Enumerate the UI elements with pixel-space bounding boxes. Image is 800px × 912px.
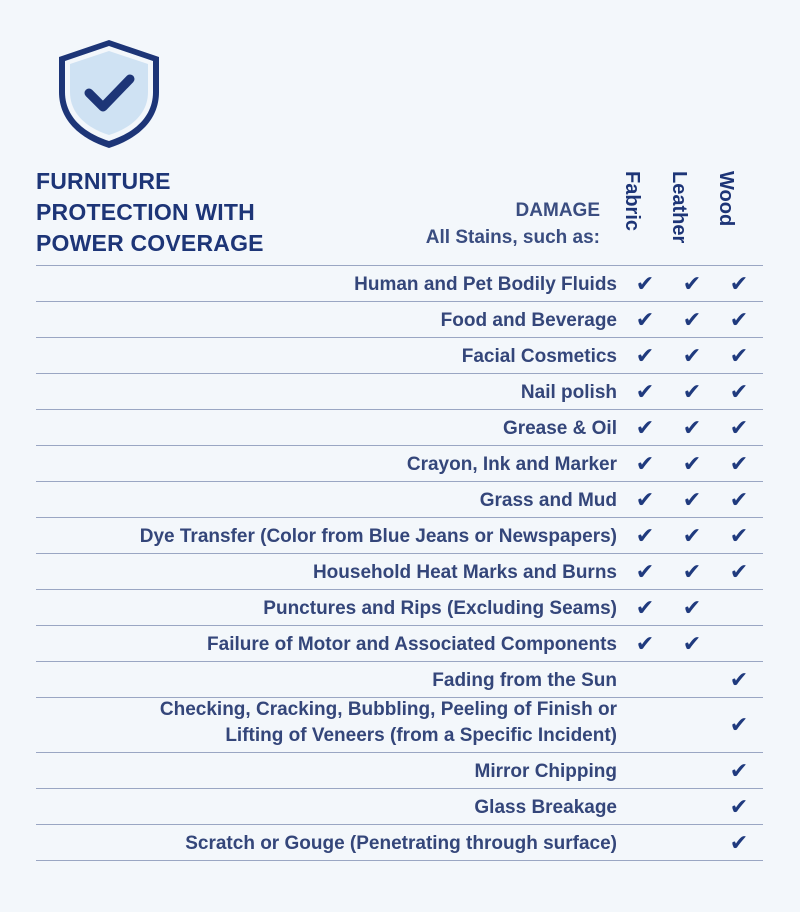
checkmark-icon: ✔ <box>682 306 702 332</box>
table-row <box>36 625 763 661</box>
damage-type-label <box>407 452 617 478</box>
damage-type-text: Failure of Motor and Associated Components <box>207 634 617 655</box>
column-header-fabric <box>612 171 652 256</box>
title-line: PROTECTION WITH <box>36 199 255 225</box>
damage-type-label <box>313 560 617 586</box>
table-row <box>36 445 763 481</box>
damage-type-text: Checking, Cracking, Bubbling, Peeling of Finish or <box>159 699 617 720</box>
checkmark-icon: ✔ <box>635 306 655 332</box>
table-row <box>36 517 763 553</box>
damage-type-text: Lifting of Veneers (from a Specific Incident) <box>225 725 617 746</box>
damage-type-label <box>354 272 617 298</box>
table-row <box>36 788 763 824</box>
damage-type-label <box>140 524 617 550</box>
checkmark-icon: ✔ <box>635 522 655 548</box>
damage-type-text: Food and Beverage <box>440 310 617 331</box>
table-row <box>36 553 763 589</box>
damage-sublabel: All Stains, such as: <box>425 227 600 248</box>
checkmark-icon: ✔ <box>729 342 749 368</box>
coverage-table <box>36 265 763 861</box>
damage-type-text: Household Heat Marks and Burns <box>312 562 617 583</box>
checkmark-icon: ✔ <box>729 757 749 783</box>
checkmark-icon: ✔ <box>729 558 749 584</box>
damage-type-label <box>263 596 617 622</box>
damage-type-text: Crayon, Ink and Marker <box>406 454 617 475</box>
column-header-leather <box>659 171 699 256</box>
damage-type-text: Dye Transfer (Color from Blue Jeans or Newspapers) <box>139 526 617 547</box>
damage-type-label <box>462 344 617 370</box>
checkmark-icon: ✔ <box>635 342 655 368</box>
checkmark-icon: ✔ <box>729 712 749 737</box>
table-row <box>36 301 763 337</box>
table-row <box>36 409 763 445</box>
damage-type-label <box>474 795 617 821</box>
checkmark-icon: ✔ <box>635 270 655 296</box>
checkmark-icon: ✔ <box>635 486 655 512</box>
checkmark-icon: ✔ <box>729 270 749 296</box>
checkmark-icon: ✔ <box>635 558 655 584</box>
checkmark-icon: ✔ <box>682 522 702 548</box>
checkmark-icon: ✔ <box>682 594 702 620</box>
damage-type-text: Fading from the Sun <box>432 670 617 691</box>
damage-type-label <box>160 697 617 749</box>
checkmark-icon: ✔ <box>729 306 749 332</box>
checkmark-icon: ✔ <box>729 666 749 692</box>
checkmark-icon: ✔ <box>729 378 749 404</box>
title-line: FURNITURE <box>36 168 171 194</box>
checkmark-icon: ✔ <box>729 414 749 440</box>
checkmark-icon: ✔ <box>729 450 749 476</box>
checkmark-icon: ✔ <box>635 450 655 476</box>
column-header-label: Wood <box>715 171 737 227</box>
checkmark-icon: ✔ <box>729 829 749 855</box>
checkmark-icon: ✔ <box>682 558 702 584</box>
damage-type-label <box>480 488 617 514</box>
checkmark-icon: ✔ <box>682 630 702 656</box>
checkmark-icon: ✔ <box>635 630 655 656</box>
checkmark-icon: ✔ <box>729 486 749 512</box>
table-row <box>36 824 763 861</box>
checkmark-icon: ✔ <box>682 342 702 368</box>
table-row <box>36 697 763 752</box>
checkmark-icon: ✔ <box>682 486 702 512</box>
table-row <box>36 337 763 373</box>
checkmark-icon: ✔ <box>682 450 702 476</box>
table-row <box>36 373 763 409</box>
shield-check-icon <box>55 37 163 151</box>
checkmark-icon: ✔ <box>682 378 702 404</box>
damage-label: DAMAGE <box>515 200 600 221</box>
checkmark-icon: ✔ <box>635 414 655 440</box>
damage-type-label <box>441 308 617 334</box>
damage-type-text: Grass and Mud <box>479 490 617 511</box>
checkmark-icon: ✔ <box>682 414 702 440</box>
table-row <box>36 265 763 301</box>
checkmark-icon: ✔ <box>729 522 749 548</box>
column-header-label: Leather <box>668 171 690 244</box>
damage-type-label <box>432 668 617 694</box>
damage-header <box>426 197 600 251</box>
damage-type-text: Mirror Chipping <box>474 761 617 782</box>
table-row <box>36 752 763 788</box>
checkmark-icon: ✔ <box>729 793 749 819</box>
table-row <box>36 589 763 625</box>
damage-type-text: Glass Breakage <box>474 797 617 818</box>
page-title <box>36 166 264 259</box>
title-line: POWER COVERAGE <box>36 230 264 256</box>
damage-type-label <box>475 759 617 785</box>
checkmark-icon: ✔ <box>635 378 655 404</box>
damage-type-text: Nail polish <box>520 382 617 403</box>
column-header-wood <box>706 171 746 256</box>
damage-type-label <box>207 632 617 658</box>
damage-type-text: Punctures and Rips (Excluding Seams) <box>263 598 617 619</box>
damage-type-label <box>503 416 617 442</box>
damage-type-text: Facial Cosmetics <box>461 346 617 367</box>
damage-type-text: Grease & Oil <box>502 418 617 439</box>
table-row <box>36 481 763 517</box>
damage-type-label <box>185 831 617 857</box>
damage-type-text: Scratch or Gouge (Penetrating through surface) <box>185 833 617 854</box>
column-header-label: Fabric <box>621 171 643 232</box>
table-row <box>36 661 763 697</box>
damage-type-text: Human and Pet Bodily Fluids <box>354 274 617 295</box>
checkmark-icon: ✔ <box>635 594 655 620</box>
checkmark-icon: ✔ <box>682 270 702 296</box>
damage-type-label <box>521 380 617 406</box>
